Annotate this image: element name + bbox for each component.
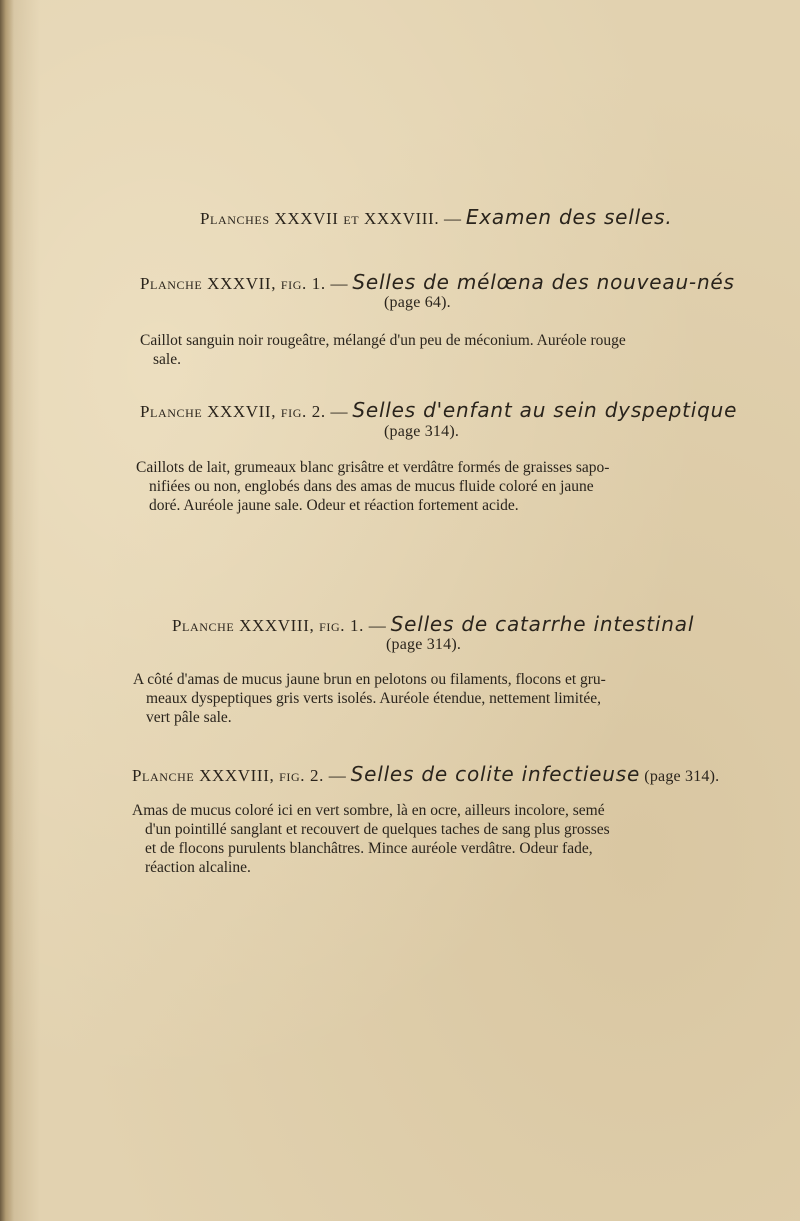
plate-1-desc-line: sale. xyxy=(153,351,181,368)
plate-2-desc-line: doré. Auréole jaune sale. Odeur et réaction fortement acide. xyxy=(149,497,519,514)
plate-4-title: Selles de colite infectieuse xyxy=(350,762,641,786)
plate-4-page-ref: (page 314). xyxy=(644,768,720,785)
plate-1-page-ref: (page 64). xyxy=(384,294,451,311)
plate-3-desc-line: vert pâle sale. xyxy=(146,709,232,726)
plate-2-page-ref: (page 314). xyxy=(384,423,460,440)
plate-1-description xyxy=(140,331,626,369)
plate-3-desc-line: A côté d'amas de mucus jaune brun en pelotons ou filaments, flocons et gru- xyxy=(133,671,606,688)
plate-3-description xyxy=(133,670,606,727)
plate-2-label: Planche XXXVII, fig. 2. — xyxy=(140,402,349,421)
plate-2-desc-line: Caillots de lait, grumeaux blanc grisâtre et verdâtre formés de graisses sapo- xyxy=(136,459,610,476)
plate-3-title: Selles de catarrhe intestinal xyxy=(390,612,695,636)
plate-4-desc-line: Amas de mucus coloré ici en vert sombre, là en ocre, ailleurs incolore, semé xyxy=(132,802,605,819)
plate-2-title: Selles d'enfant au sein dyspeptique xyxy=(352,398,738,422)
plate-2-desc-line: nifiées ou non, englobés dans des amas de mucus fluide coloré en jaune xyxy=(149,478,594,495)
plate-2-description xyxy=(136,458,609,515)
plate-4-desc-line: et de flocons purulents blanchâtres. Mince auréole verdâtre. Odeur fade, xyxy=(145,840,593,857)
plate-3-desc-line: meaux dyspeptiques gris verts isolés. Auréole étendue, nettement limitée, xyxy=(146,690,601,707)
plate-4-desc-line: d'un pointillé sanglant et recouvert de quelques taches de sang plus grosses xyxy=(145,821,610,838)
plate-4-heading xyxy=(132,762,719,786)
plate-1-label: Planche XXXVII, fig. 1. — xyxy=(140,274,349,293)
plate-1-heading xyxy=(140,270,735,294)
plate-3-heading xyxy=(172,612,694,636)
plate-1-desc-line: Caillot sanguin noir rougeâtre, mélangé d'un peu de méconium. Auréole rouge xyxy=(140,332,626,349)
plate-1-title: Selles de mélœna des nouveau-nés xyxy=(352,270,735,294)
main-title-subject: Examen des selles. xyxy=(465,205,673,229)
main-title-prefix: Planches XXXVII et XXXVIII. — xyxy=(200,209,462,228)
main-title xyxy=(200,205,672,229)
plate-3-page-ref: (page 314). xyxy=(386,636,462,653)
plate-4-desc-line: réaction alcaline. xyxy=(145,859,251,876)
plate-4-label: Planche XXXVIII, fig. 2. — xyxy=(132,766,347,785)
plate-2-heading xyxy=(140,398,737,422)
plate-3-label: Planche XXXVIII, fig. 1. — xyxy=(172,616,387,635)
page-binding-edge xyxy=(0,0,14,1221)
plate-4-description xyxy=(132,801,610,877)
